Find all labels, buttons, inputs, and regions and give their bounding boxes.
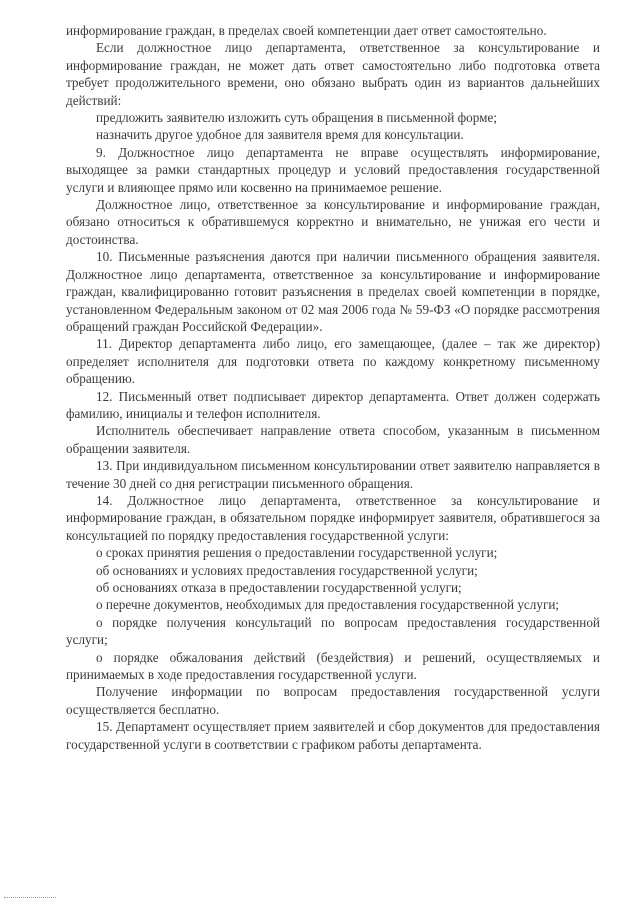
paragraph-p-14-free: Получение информации по вопросам предоставления государственной услуги осуществляется бесплатно.	[66, 684, 600, 717]
paragraph-p-15: 15. Департамент осуществляет прием заявителей и сбор документов для предоставления государственной услуги в соответствии с графиком работы департамента.	[66, 719, 600, 752]
paragraph-p-12: 12. Письменный ответ подписывает директор департамента. Ответ должен содержать фамилию, инициалы и телефон исполнителя.	[66, 388, 600, 421]
paragraph-p-9-conduct: Должностное лицо, ответственное за консультирование и информирование граждан, обязано относиться к обратившемуся корректно и внимательно, не унижая его чести и достоинства.	[66, 197, 600, 247]
paragraph-p-14-f: о порядке обжалования действий (бездействия) и решений, осуществляемых и принимаемых в ходе предоставления государственной услуги.	[66, 649, 600, 683]
paragraph-p-10: 10. Письменные разъяснения даются при наличии письменного обращения заявителя. Должностное лицо департамента, ответственное за консультирование и информирование граждан, квалифицированно готовит разъяснения в пределах своей компетенции в порядке, установленном Федеральным законом от 02 мая 2006 года № 59-ФЗ «О порядке рассмотрения обращений граждан Российской Федерации».	[66, 249, 600, 334]
paragraph-p-9: 9. Должностное лицо департамента не вправе осуществлять информирование, выходящее за рамки стандартных процедур и условий предоставления государственной услуги и влияющее прямо или косвенно на принимаемое решение.	[66, 144, 600, 195]
document-body	[66, 22, 600, 753]
paragraph-p-14-a: о сроках принятия решения о предоставлении государственной услуги;	[96, 545, 498, 561]
paragraph-p-14-c: об основаниях отказа в предоставлении государственной услуги;	[96, 580, 462, 595]
paragraph-p-14-d: о перечне документов, необходимых для предоставления государственной услуги;	[96, 597, 560, 613]
paragraph-p-option-1: предложить заявителю изложить суть обращения в письменной форме;	[96, 110, 497, 126]
paragraph-p-option-2: назначить другое удобное для заявителя время для консультации.	[96, 127, 464, 143]
paragraph-p-12-exec: Исполнитель обеспечивает направление ответа способом, указанным в письменном обращении заявителя.	[66, 423, 600, 456]
paragraph-p-14: 14. Должностное лицо департамента, ответственное за консультирование и информирование граждан, в обязательном порядке информирует заявителя, обратившегося за консультацией по порядку предоставления государственной услуги:	[66, 492, 600, 543]
paragraph-p-cont: информирование граждан, в пределах своей компетенции дает ответ самостоятельно.	[66, 23, 547, 38]
paragraph-p-14-e: о порядке получения консультаций по вопросам предоставления государственной услуги;	[66, 614, 600, 648]
paragraph-p-14-b: об основаниях и условиях предоставления государственной услуги;	[96, 562, 478, 578]
footer-dotted-line	[4, 897, 56, 898]
paragraph-p-if-cannot: Если должностное лицо департамента, ответственное за консультирование и информирование граждан, не может дать ответ самостоятельно либо подготовка ответа требует продолжительного времени, оно обязано выбрать один из вариантов дальнейших действий:	[66, 40, 600, 108]
paragraph-p-13: 13. При индивидуальном письменном консультировании ответ заявителю направляется в течение 30 дней со дня регистрации письменного обращения.	[66, 458, 600, 491]
paragraph-p-11: 11. Директор департамента либо лицо, его замещающее, (далее – так же директор) определяет исполнителя для подготовки ответа по каждому конкретному письменному обращению.	[66, 336, 600, 387]
